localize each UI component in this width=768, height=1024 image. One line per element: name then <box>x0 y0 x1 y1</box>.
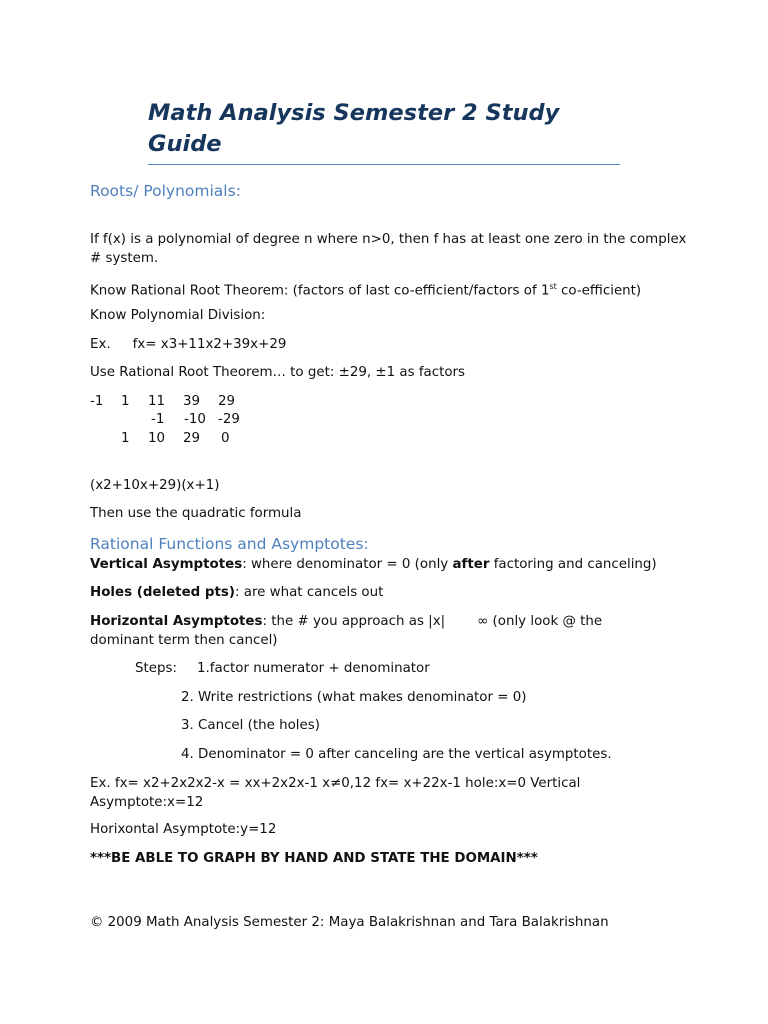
rrt-text-after: co-efficient) <box>556 283 642 299</box>
title-underline <box>148 164 620 165</box>
footer-copyright: © 2009 Math Analysis Semester 2: Maya Balakrishnan and Tara Balakrishnan <box>90 915 609 930</box>
step-2: 2. Write restrictions (what makes denominator = 0) <box>181 690 527 705</box>
steps-label: Steps: <box>135 661 177 676</box>
section-heading-roots: Roots/ Polynomials: <box>90 182 241 200</box>
step-1: 1.factor numerator + denominator <box>197 661 430 676</box>
synthetic-cell: 29 <box>218 394 236 409</box>
synthetic-cell: 39 <box>183 394 201 409</box>
va-text-end: factoring and canceling) <box>489 557 657 572</box>
infinity-symbol: ∞ <box>477 614 489 629</box>
synthetic-cell: -1 <box>90 394 104 409</box>
synthetic-cell: -29 <box>218 412 240 427</box>
ha-text-end: (only look @ the dominant term then cancel) <box>90 614 603 648</box>
quadratic-formula-note: Then use the quadratic formula <box>90 506 302 521</box>
holes-label: Holes (deleted pts) <box>90 585 235 600</box>
roots-paragraph-5: Use Rational Root Theorem… to get: ±29, ±1 as factors <box>90 365 466 380</box>
vertical-asymptotes-line <box>90 556 700 575</box>
synthetic-cell: 0 <box>221 431 230 446</box>
synthetic-cell: -1 <box>151 412 165 427</box>
vertical-asymptotes-label: Vertical Asymptotes <box>90 557 243 572</box>
horizontal-example: Horixontal Asymptote:y=12 <box>90 822 277 837</box>
synthetic-cell: 10 <box>148 431 166 446</box>
va-text: : where denominator = 0 (only <box>242 557 453 572</box>
factored-form: (x2+10x+29)(x+1) <box>90 478 220 493</box>
roots-paragraph-2 <box>90 278 700 301</box>
example-label: Ex. <box>90 337 111 352</box>
step-3: 3. Cancel (the holes) <box>181 718 320 733</box>
roots-example <box>90 336 286 355</box>
va-after-bold: after <box>452 557 490 572</box>
synthetic-cell: 1 <box>121 394 130 409</box>
horizontal-asymptotes-line <box>90 613 650 650</box>
horizontal-asymptotes-label: Horizontal Asymptotes <box>90 614 263 629</box>
roots-paragraph-3: Know Polynomial Division: <box>90 308 266 323</box>
holes-text: : are what cancels out <box>234 585 384 600</box>
example-expression: fx= x3+11x2+39x+29 <box>132 337 287 352</box>
synthetic-cell: 29 <box>183 431 201 446</box>
holes-line <box>90 584 383 603</box>
rrt-text-before: Know Rational Root Theorem: (factors of last co-efficient/factors of 1 <box>90 283 550 299</box>
document-title: Math Analysis Semester 2 Study Guide <box>148 100 560 157</box>
step-4: 4. Denominator = 0 after canceling are the vertical asymptotes. <box>181 747 612 762</box>
synthetic-cell: -10 <box>184 412 206 427</box>
rational-example: Ex. fx= x2+2x2x2-x = xx+2x2x-1 x≠0,12 fx= x+22x-1 hole:x=0 Vertical Asymptote:x=12 <box>90 776 581 810</box>
ha-text: : the # you approach as |x| <box>262 614 446 629</box>
roots-paragraph-1: If f(x) is a polynomial of degree n where n>0, then f has at least one zero in the complex # system. <box>90 232 687 266</box>
synthetic-cell: 11 <box>148 394 166 409</box>
graph-note: ***BE ABLE TO GRAPH BY HAND AND STATE THE DOMAIN*** <box>90 851 538 866</box>
synthetic-cell: 1 <box>121 431 130 446</box>
rrt-superscript: st <box>549 282 557 291</box>
section-heading-rational: Rational Functions and Asymptotes: <box>90 535 369 553</box>
